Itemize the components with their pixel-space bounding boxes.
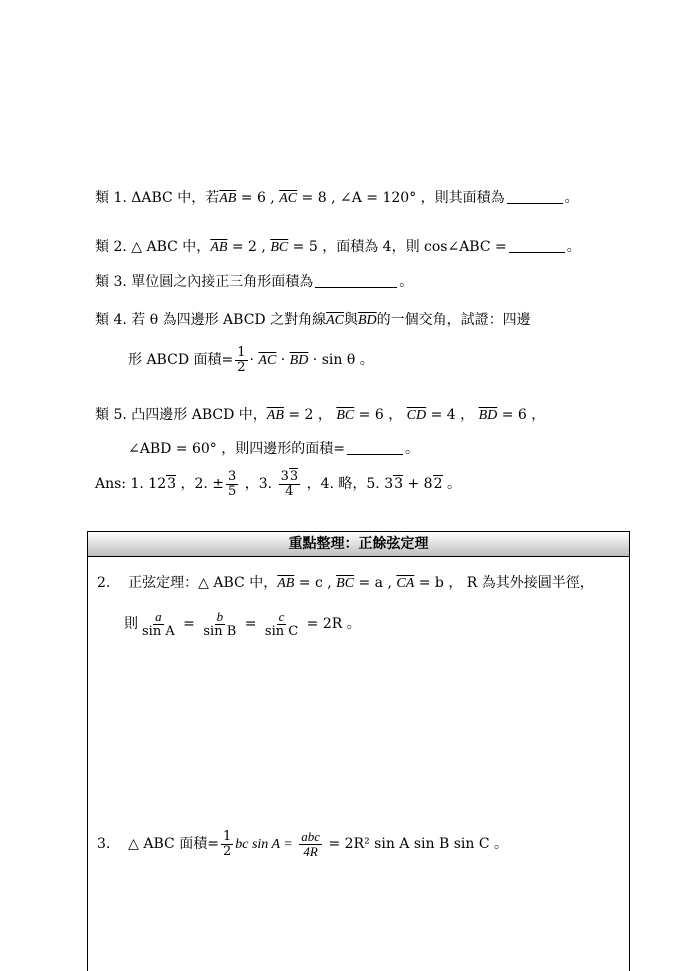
dot: · bbox=[249, 352, 254, 369]
equation-part: = c , bbox=[294, 575, 332, 591]
numerator: 3 bbox=[228, 469, 237, 484]
numerator bbox=[279, 470, 301, 485]
answer-text: + 8 bbox=[403, 476, 433, 493]
item-text: 正弦定理：△ ABC 中， bbox=[128, 575, 278, 591]
fraction-b-sinB bbox=[201, 610, 238, 638]
sqrt-radicand: 3 bbox=[289, 469, 299, 484]
problem-label: 類 1. bbox=[95, 190, 127, 206]
problem-4 bbox=[95, 309, 531, 329]
problem-1 bbox=[95, 187, 579, 207]
denominator: sin A bbox=[142, 623, 175, 639]
dot: · bbox=[280, 352, 286, 369]
equation-part: = b ， R 為其外接圓半徑， bbox=[414, 575, 594, 591]
denominator: 5 bbox=[228, 483, 237, 499]
problem-text: 與 bbox=[343, 312, 358, 328]
problem-label: 類 2. bbox=[95, 239, 127, 255]
segment-ab: $\overline{AB}$ bbox=[219, 191, 237, 206]
period: 。 bbox=[399, 274, 414, 290]
segment-cd: $\overline{CD}$ bbox=[406, 408, 427, 423]
denominator: 4 bbox=[285, 483, 294, 499]
period: 。 bbox=[564, 190, 579, 206]
period: 。 bbox=[566, 239, 581, 255]
problem-4-cont bbox=[128, 346, 374, 374]
sqrt-radicand: 3 bbox=[167, 476, 177, 493]
answer-text: ，4. 略，5. 3 bbox=[302, 476, 394, 493]
equation-part: = a , bbox=[354, 575, 392, 591]
coefficient: 3 bbox=[280, 469, 289, 484]
summary-box bbox=[87, 531, 630, 971]
segment-bd: $\overline{BD}$ bbox=[289, 353, 309, 369]
answer-text: ，2. ± bbox=[176, 476, 225, 493]
problem-text: 凸四邊形 ABCD 中， bbox=[131, 407, 267, 423]
answer-text: Ans: 1. 12 bbox=[95, 476, 167, 493]
problem-text: ∠ABD = 60° ，則四邊形的面積= bbox=[128, 441, 345, 457]
segment-ab: $\overline{AB}$ bbox=[210, 240, 228, 255]
equation-part: = 4 ， bbox=[426, 407, 475, 423]
item-text: △ ABC 面積= bbox=[128, 836, 219, 853]
answer-text: ，3. bbox=[240, 476, 273, 493]
equation-part: bc sin A = bbox=[235, 837, 293, 853]
equation-part: = 5 ，面積為 4，則 cos∠ABC = bbox=[288, 239, 507, 255]
problem-label: 類 5. bbox=[95, 407, 127, 423]
sine-law-formula: 則 $\frac{a}{\text{sin A}}$ = $\frac{b}{\text{sin B}}$ = $\frac{c}{\text{sin C}}$ = 2R 。 bbox=[124, 609, 361, 639]
answer-blank bbox=[347, 454, 403, 455]
sqrt-radicand: 2 bbox=[433, 476, 443, 493]
fraction-c-sinC bbox=[263, 610, 300, 638]
fraction-half bbox=[221, 830, 233, 858]
fraction-3-5 bbox=[226, 470, 238, 498]
equation-part: = 6 ， bbox=[497, 407, 546, 423]
item-text: 則 bbox=[124, 616, 138, 633]
numerator: b bbox=[216, 609, 224, 624]
sqrt-radicand: 3 bbox=[394, 476, 404, 493]
item-number: 2. bbox=[97, 575, 111, 591]
segment-bd: $\overline{BD}$ bbox=[478, 408, 498, 423]
segment-ab: $\overline{AB}$ bbox=[266, 408, 284, 423]
fraction-a-sinA bbox=[140, 610, 177, 638]
equation-part: = 2 ， bbox=[283, 407, 332, 423]
numerator: a bbox=[155, 609, 162, 624]
equation-part: = 6 ， bbox=[354, 407, 403, 423]
problem-5 bbox=[95, 404, 545, 424]
answer-blank bbox=[509, 252, 565, 253]
segment-bc: $\overline{BC}$ bbox=[270, 240, 289, 255]
numerator: 1 bbox=[237, 345, 246, 360]
answer-blank bbox=[315, 287, 397, 288]
area-formula-line bbox=[97, 830, 508, 858]
problem-text: 形 ABCD 面積= bbox=[128, 352, 234, 369]
segment-ca: $\overline{CA}$ bbox=[396, 576, 415, 591]
problem-5-cont bbox=[128, 438, 419, 458]
segment-ab: $\overline{AB}$ bbox=[277, 576, 295, 591]
problem-2 bbox=[95, 236, 581, 256]
problem-text: ΔABC 中，若 bbox=[131, 190, 220, 206]
fraction-abc-4R bbox=[299, 830, 322, 858]
segment-ac: $\overline{AC}$ bbox=[279, 191, 298, 206]
fraction-half bbox=[235, 346, 247, 374]
equation-part: = 2 , bbox=[227, 239, 266, 255]
denominator: 2 bbox=[237, 359, 246, 375]
problem-text: 單位圓之內接正三角形面積為 bbox=[131, 274, 314, 290]
summary-box-title: 重點整理：正餘弦定理 bbox=[88, 532, 629, 557]
period: 。 bbox=[442, 476, 461, 493]
period: 。 bbox=[404, 441, 419, 457]
segment-ac: $\overline{AC}$ bbox=[258, 353, 277, 369]
denominator: sin B bbox=[203, 623, 237, 639]
equation-part: = 2R 。 bbox=[306, 616, 361, 633]
answer-blank bbox=[507, 203, 563, 204]
equation-part: = 8 , ∠A = 120° ，則其面積為 bbox=[297, 190, 505, 206]
problem-text: △ ABC 中， bbox=[131, 239, 211, 255]
problem-label: 類 4. bbox=[95, 312, 127, 328]
denominator: sin C bbox=[264, 623, 299, 639]
equation-part: = 2R² sin A sin B sin C 。 bbox=[328, 836, 509, 853]
segment-bc: $\overline{BC}$ bbox=[336, 576, 355, 591]
numerator: abc bbox=[301, 829, 321, 844]
problem-3 bbox=[95, 271, 413, 291]
problem-text: 若 θ 為四邊形 ABCD 之對角線 bbox=[131, 312, 327, 328]
problem-text: · sin θ 。 bbox=[312, 352, 374, 369]
equation-part: = 6 , bbox=[236, 190, 275, 206]
answers bbox=[95, 470, 461, 498]
numerator: 1 bbox=[222, 829, 232, 844]
segment-ac: $\overline{AC}$ bbox=[326, 313, 344, 328]
sine-law-line bbox=[97, 572, 594, 592]
item-number: 3. bbox=[97, 836, 111, 853]
numerator: c bbox=[278, 609, 285, 624]
segment-bc: $\overline{BC}$ bbox=[336, 408, 355, 423]
problem-label: 類 3. bbox=[95, 274, 127, 290]
denominator: 2 bbox=[222, 843, 232, 859]
segment-bd: $\overline{BD}$ bbox=[357, 313, 377, 328]
denominator: 4R bbox=[303, 843, 318, 859]
fraction-3sqrt3-4 bbox=[279, 470, 301, 498]
problem-text: 的一個交角，試證：四邊 bbox=[376, 312, 531, 328]
